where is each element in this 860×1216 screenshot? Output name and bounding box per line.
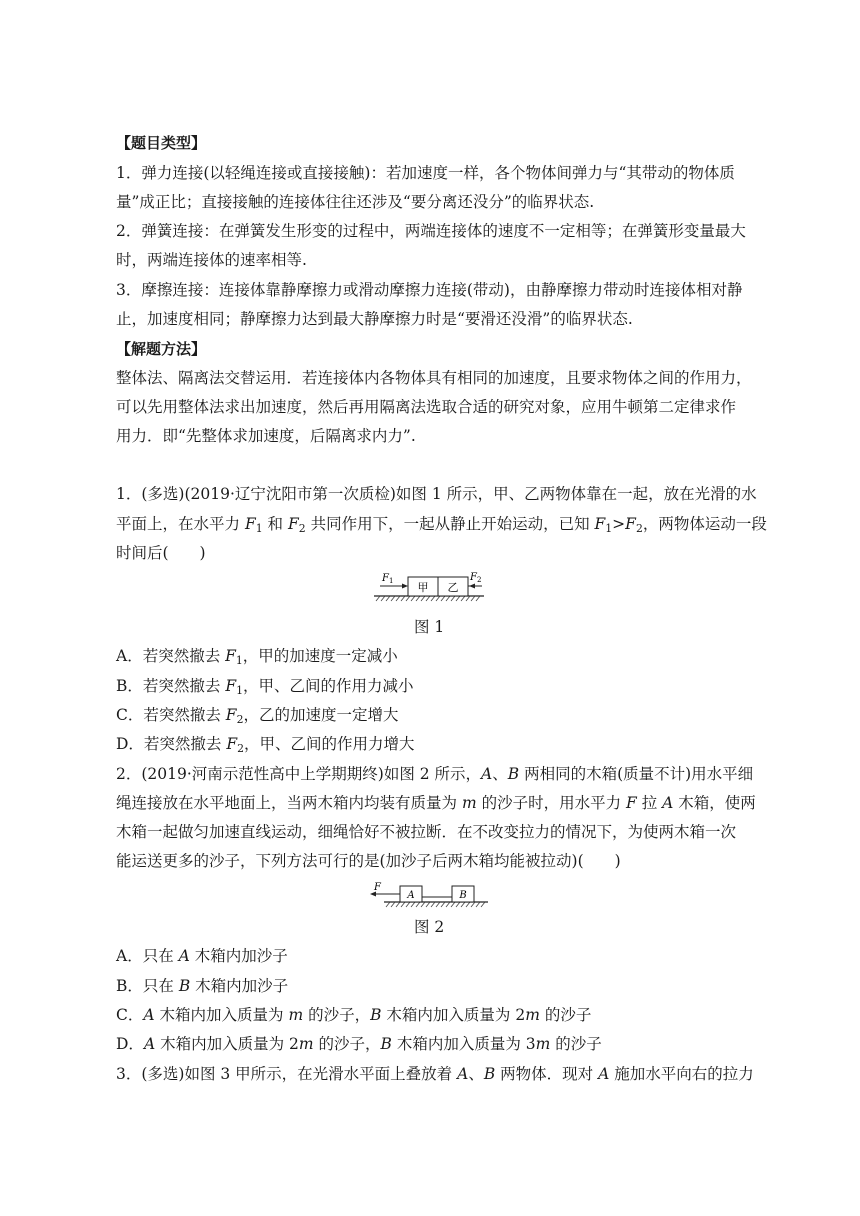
block-jia-label: 甲 xyxy=(417,581,429,594)
types-heading: 【题目类型】 xyxy=(116,134,207,152)
arrow-f2-head xyxy=(469,584,475,589)
q2-line-1: 2．(2019·河南示范性高中上学期期终)如图 2 所示，A、B 两相同的木箱(质量不计)用水平细 xyxy=(116,765,754,783)
q1-option-b: B．若突然撤去 $F_1$，甲、乙间的作用力减小 xyxy=(116,677,414,697)
q2-option-c: C．A 木箱内加入质量为 m 的沙子，B 木箱内加入质量为 2m 的沙子 xyxy=(116,1006,592,1024)
figure-2 xyxy=(366,880,492,912)
box-a-label: A xyxy=(407,890,415,901)
type-3-line-1: 3．摩擦连接：连接体靠静摩擦力或滑动摩擦力连接(带动)，由静摩擦力带动时连接体相对静 xyxy=(116,281,743,299)
method-line-1: 整体法、隔离法交替运用．若连接体内各物体具有相同的加速度，且要求物体之间的作用力， xyxy=(116,369,752,387)
label-f1: $F_1$ xyxy=(382,573,394,585)
q2-line-3: 木箱一起做匀加速直线运动，细绳恰好不被拉断．在不改变拉力的情况下，为使两木箱一次 xyxy=(116,823,737,841)
q1-option-a: A．若突然撤去 $F_1$，甲的加速度一定减小 xyxy=(116,647,398,667)
q2-option-b: B．只在 B 木箱内加沙子 xyxy=(116,977,289,995)
q3-line-1: 3．(多选)如图 3 甲所示，在光滑水平面上叠放着 A、B 两物体．现对 A 施加水平向右的拉力 xyxy=(116,1065,754,1083)
label-f: F xyxy=(374,882,381,893)
q2-line-4: 能运送更多的沙子，下列方法可行的是(加沙子后两木箱均能被拉动)( ) xyxy=(116,852,621,870)
method-line-3: 用力．即“先整体求加速度，后隔离求内力”. xyxy=(116,427,416,445)
q1-line-3: 时间后( ) xyxy=(116,544,206,562)
type-1-line-1: 1．弹力连接(以轻绳连接或直接接触)：若加速度一样，各个物体间弹力与“其带动的物体质 xyxy=(116,164,735,182)
q1-line-1: 1．(多选)(2019·辽宁沈阳市第一次质检)如图 1 所示，甲、乙两物体靠在一起，放在光滑的水 xyxy=(116,485,757,503)
q1-line-2: 平面上，在水平力 $F_1$ 和 $F_2$ 共同作用下，一起从静止开始运动，已知 $F_1>F_2$，两物体运动一段 xyxy=(116,515,767,535)
type-3-line-2: 止，加速度相同；静摩擦力达到最大静摩擦力时是“要滑还没滑”的临界状态. xyxy=(116,310,633,328)
figure-2-caption: 图 2 xyxy=(414,918,445,936)
arrow-f1-head xyxy=(402,584,408,589)
q2-option-d: D．A 木箱内加入质量为 2m 的沙子，B 木箱内加入质量为 3m 的沙子 xyxy=(116,1035,602,1053)
q2-line-2: 绳连接放在水平地面上，当两木箱内均装有质量为 m 的沙子时，用水平力 F 拉 A 木箱，使两 xyxy=(116,794,756,812)
q2-option-a: A．只在 A 木箱内加沙子 xyxy=(116,947,288,965)
type-2-line-1: 2．弹簧连接：在弹簧发生形变的过程中，两端连接体的速度不一定相等；在弹簧形变量最大 xyxy=(116,222,746,240)
block-yi-label: 乙 xyxy=(447,581,459,594)
figure-1 xyxy=(370,570,490,606)
type-2-line-2: 时，两端连接体的速率相等. xyxy=(116,251,307,269)
type-1-line-2: 量”成正比；直接接触的连接体往往还涉及“要分离还没分”的临界状态. xyxy=(116,193,595,211)
box-b-label: B xyxy=(459,890,467,901)
q1-option-c: C．若突然撤去 $F_2$，乙的加速度一定增大 xyxy=(116,706,399,726)
label-f2: $F_2$ xyxy=(470,572,482,584)
method-line-2: 可以先用整体法求出加速度，然后再用隔离法选取合适的研究对象，应用牛顿第二定律求作 xyxy=(116,398,737,416)
q1-option-d: D．若突然撤去 $F_2$，甲、乙间的作用力增大 xyxy=(116,735,415,755)
methods-heading: 【解题方法】 xyxy=(116,340,207,358)
figure-1-caption: 图 1 xyxy=(414,618,445,636)
